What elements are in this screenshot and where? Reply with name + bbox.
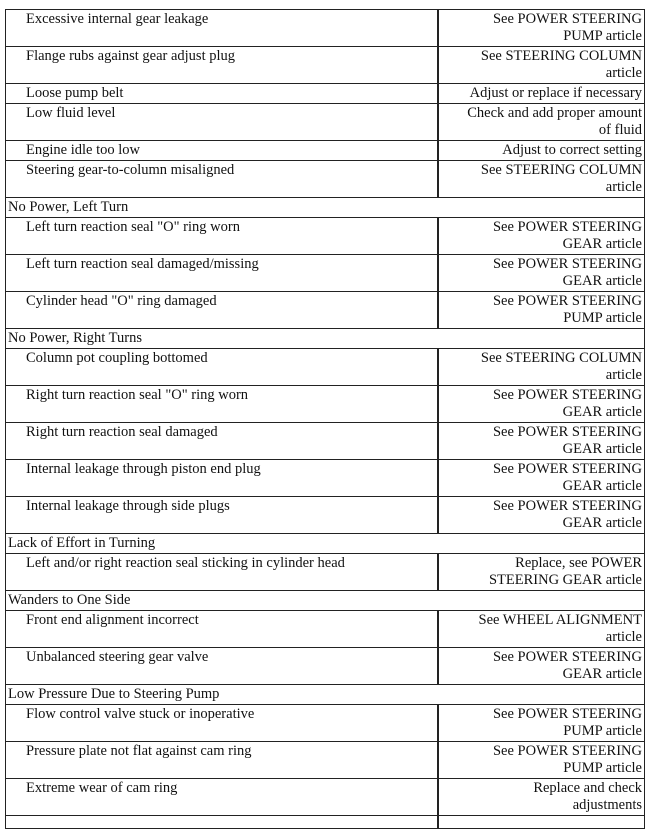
cause-cell: Pressure plate not flat against cam ring (6, 742, 438, 779)
cause-cell: Low fluid level (6, 104, 438, 141)
section-heading: Wanders to One Side (6, 591, 645, 611)
table-row (6, 349, 645, 386)
action-line: GEAR article (562, 441, 642, 457)
table-row-partial (6, 816, 645, 829)
table-row (6, 742, 645, 779)
section-header-row (6, 685, 645, 705)
action-line: GEAR article (562, 236, 642, 252)
action-line: See POWER STEERING (492, 743, 642, 759)
section-header-row (6, 591, 645, 611)
action-cell (438, 141, 645, 161)
action-line: PUMP article (563, 760, 642, 776)
action-line: GEAR article (562, 478, 642, 494)
action-line: See POWER STEERING (492, 706, 642, 722)
action-cell (438, 218, 645, 255)
action-cell (438, 104, 645, 141)
cause-cell: Front end alignment incorrect (6, 611, 438, 648)
action-line: See POWER STEERING (492, 256, 642, 272)
section-header-row (6, 534, 645, 554)
action-cell (438, 554, 645, 591)
cause-cell: Left turn reaction seal "O" ring worn (6, 218, 438, 255)
action-cell (438, 386, 645, 423)
action-line: PUMP article (563, 28, 642, 44)
table-row (6, 161, 645, 198)
action-line: See POWER STEERING (492, 11, 642, 27)
action-line: See POWER STEERING (492, 498, 642, 514)
table-row (6, 460, 645, 497)
action-line: See STEERING COLUMN (480, 162, 642, 178)
action-cell (438, 779, 645, 816)
action-line: See POWER STEERING (492, 219, 642, 235)
troubleshooting-table (5, 9, 645, 829)
cause-cell: Column pot coupling bottomed (6, 349, 438, 386)
action-line: article (605, 367, 642, 383)
table-row (6, 497, 645, 534)
action-line: Replace, see POWER (515, 555, 642, 571)
table-row (6, 779, 645, 816)
cause-cell: Cylinder head "O" ring damaged (6, 292, 438, 329)
action-line: See POWER STEERING (492, 461, 642, 477)
table-row (6, 84, 645, 104)
action-line: article (605, 65, 642, 81)
cause-cell (6, 816, 438, 829)
action-line: adjustments (572, 797, 642, 813)
action-line: GEAR article (562, 273, 642, 289)
cause-cell: Engine idle too low (6, 141, 438, 161)
action-cell (438, 497, 645, 534)
cause-cell: Left and/or right reaction seal sticking in cylinder head (6, 554, 438, 591)
cause-cell: Steering gear-to-column misaligned (6, 161, 438, 198)
table-row (6, 611, 645, 648)
section-heading: No Power, Left Turn (6, 198, 645, 218)
action-line: STEERING GEAR article (488, 572, 642, 588)
action-line: Check and add proper amount (467, 105, 642, 121)
action-line: PUMP article (563, 723, 642, 739)
action-cell (438, 255, 645, 292)
cause-cell: Loose pump belt (6, 84, 438, 104)
table-row (6, 386, 645, 423)
table-row (6, 423, 645, 460)
cause-cell: Right turn reaction seal "O" ring worn (6, 386, 438, 423)
action-line: of fluid (598, 122, 642, 138)
table-row (6, 47, 645, 84)
action-line: GEAR article (562, 515, 642, 531)
section-header-row (6, 198, 645, 218)
section-header-row (6, 329, 645, 349)
action-line: See STEERING COLUMN (480, 350, 642, 366)
action-line: See STEERING COLUMN (480, 48, 642, 64)
table-row (6, 705, 645, 742)
section-heading: Low Pressure Due to Steering Pump (6, 685, 645, 705)
action-line: PUMP article (563, 310, 642, 326)
action-cell (438, 648, 645, 685)
action-line: Adjust or replace if necessary (469, 85, 642, 101)
cause-cell: Right turn reaction seal damaged (6, 423, 438, 460)
section-heading: Lack of Effort in Turning (6, 534, 645, 554)
cause-cell: Flange rubs against gear adjust plug (6, 47, 438, 84)
table-row (6, 292, 645, 329)
cause-cell: Flow control valve stuck or inoperative (6, 705, 438, 742)
cause-cell: Internal leakage through side plugs (6, 497, 438, 534)
action-cell (438, 47, 645, 84)
action-cell (438, 460, 645, 497)
section-heading: No Power, Right Turns (6, 329, 645, 349)
action-cell (438, 423, 645, 460)
action-line: article (605, 629, 642, 645)
cause-cell: Internal leakage through piston end plug (6, 460, 438, 497)
table-row (6, 255, 645, 292)
action-line: article (605, 179, 642, 195)
cause-cell: Excessive internal gear leakage (6, 10, 438, 47)
action-cell (438, 705, 645, 742)
action-cell (438, 611, 645, 648)
action-cell (438, 742, 645, 779)
action-cell (438, 161, 645, 198)
action-line: See POWER STEERING (492, 293, 642, 309)
action-line: Replace and check (533, 780, 642, 796)
table-row (6, 141, 645, 161)
action-cell (438, 349, 645, 386)
action-cell (438, 10, 645, 47)
table-row (6, 10, 645, 47)
cause-cell: Unbalanced steering gear valve (6, 648, 438, 685)
cause-cell: Left turn reaction seal damaged/missing (6, 255, 438, 292)
table-row (6, 104, 645, 141)
action-cell (438, 84, 645, 104)
action-line: See POWER STEERING (492, 387, 642, 403)
table-row (6, 648, 645, 685)
action-line: GEAR article (562, 666, 642, 682)
action-line: See POWER STEERING (492, 424, 642, 440)
action-line: See WHEEL ALIGNMENT (478, 612, 642, 628)
action-line: See POWER STEERING (492, 649, 642, 665)
table-row (6, 218, 645, 255)
action-line: Adjust to correct setting (502, 142, 642, 158)
table-row (6, 554, 645, 591)
cause-cell: Extreme wear of cam ring (6, 779, 438, 816)
action-cell (438, 816, 645, 829)
action-line: GEAR article (562, 404, 642, 420)
action-cell (438, 292, 645, 329)
